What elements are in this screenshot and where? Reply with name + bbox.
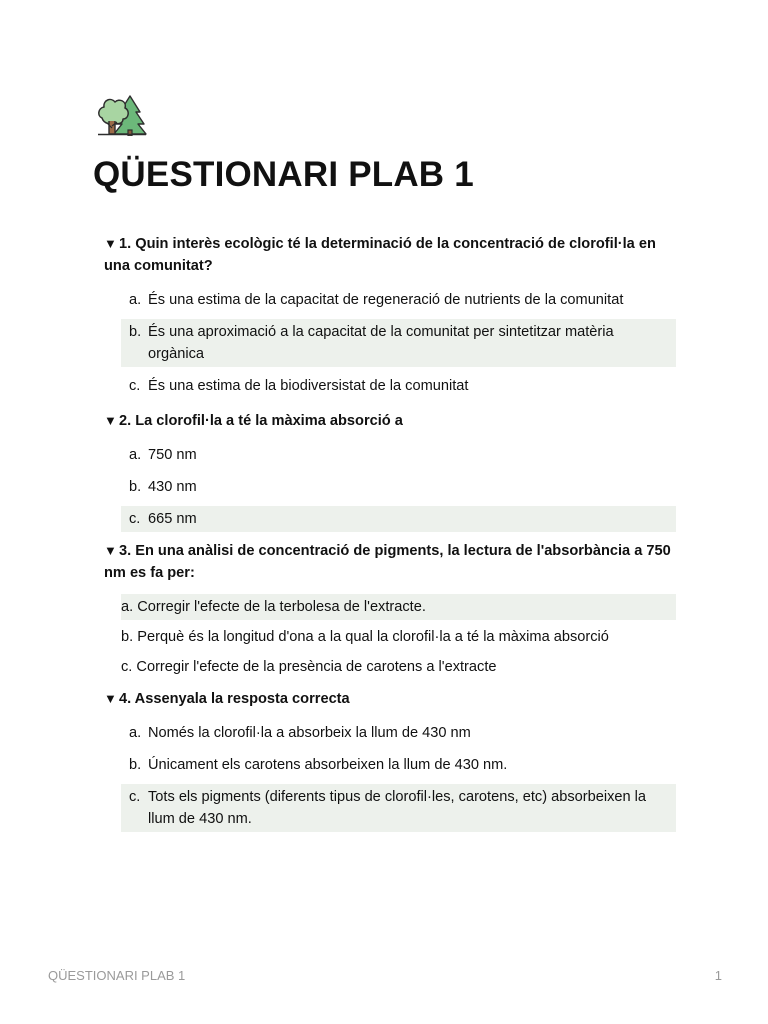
option-letter: a.: [129, 447, 142, 463]
option-letter: b.: [121, 629, 134, 645]
trees-icon: [96, 92, 148, 136]
option-letter: b.: [129, 757, 142, 773]
option-2c: [121, 506, 676, 532]
question-4[interactable]: [104, 688, 676, 710]
option-text: Únicament els carotens absorbeixen la llum de 430 nm.: [148, 757, 508, 773]
page-title: QÜESTIONARI PLAB 1: [93, 155, 474, 194]
question-2[interactable]: [104, 410, 676, 432]
options-list: [104, 287, 676, 399]
option-2b: [121, 474, 676, 500]
toggle-triangle-icon[interactable]: ▼: [104, 236, 117, 251]
footer-title: QÜESTIONARI PLAB 1: [48, 968, 186, 983]
option-1a: [121, 287, 676, 313]
option-text: 665 nm: [148, 511, 197, 527]
option-text: Perquè és la longitud d'ona a la qual la clorofil·la a té la màxima absorció: [137, 629, 609, 645]
options-list: [104, 720, 676, 832]
option-1b: [121, 319, 676, 367]
option-text: És una estima de la capacitat de regeneració de nutrients de la comunitat: [148, 292, 624, 308]
option-text: Corregir l'efecte de la presència de carotens a l'extracte: [136, 659, 497, 675]
option-text: És una aproximació a la capacitat de la comunitat per sintetitzar matèria orgànica: [148, 324, 614, 362]
page-number: 1: [714, 968, 722, 983]
question-text: 4. Assenyala la resposta correcta: [119, 691, 350, 707]
option-letter: a.: [121, 599, 134, 615]
option-4c: [121, 784, 676, 832]
toggle-triangle-icon[interactable]: ▼: [104, 413, 117, 428]
option-text: 430 nm: [148, 479, 197, 495]
toggle-triangle-icon[interactable]: ▼: [104, 691, 117, 706]
question-text: 2. La clorofil·la a té la màxima absorció a: [119, 413, 403, 429]
question-1[interactable]: [104, 233, 676, 277]
option-letter: b.: [129, 324, 142, 340]
options-list: [104, 442, 676, 532]
option-1c: [121, 373, 676, 399]
question-text: 1. Quin interès ecològic té la determinació de la concentració de clorofil·la en una comunitat?: [104, 236, 656, 274]
option-letter: a.: [129, 292, 142, 308]
option-3a: [121, 594, 676, 620]
option-letter: c.: [121, 659, 133, 675]
option-text: Només la clorofil·la a absorbeix la llum de 430 nm: [148, 725, 471, 741]
options-list: [104, 594, 676, 680]
option-4b: [121, 752, 676, 778]
questions-list: [104, 233, 676, 832]
option-letter: c.: [129, 511, 141, 527]
option-2a: [121, 442, 676, 468]
option-text: És una estima de la biodiversistat de la comunitat: [148, 378, 469, 394]
option-letter: a.: [129, 725, 142, 741]
question-text: 3. En una anàlisi de concentració de pigments, la lectura de l'absorbància a 750 nm es fa per:: [104, 543, 671, 581]
option-letter: b.: [129, 479, 142, 495]
option-text: Corregir l'efecte de la terbolesa de l'extracte.: [137, 599, 426, 615]
question-3[interactable]: [104, 540, 676, 584]
toggle-triangle-icon[interactable]: ▼: [104, 543, 117, 558]
option-3b: [121, 624, 676, 650]
option-letter: c.: [129, 378, 141, 394]
option-3c: [121, 654, 676, 680]
option-4a: [121, 720, 676, 746]
option-text: Tots els pigments (diferents tipus de clorofil·les, carotens, etc) absorbeixen la llum de 430 nm.: [148, 789, 647, 827]
option-text: 750 nm: [148, 447, 197, 463]
option-letter: c.: [129, 789, 141, 805]
